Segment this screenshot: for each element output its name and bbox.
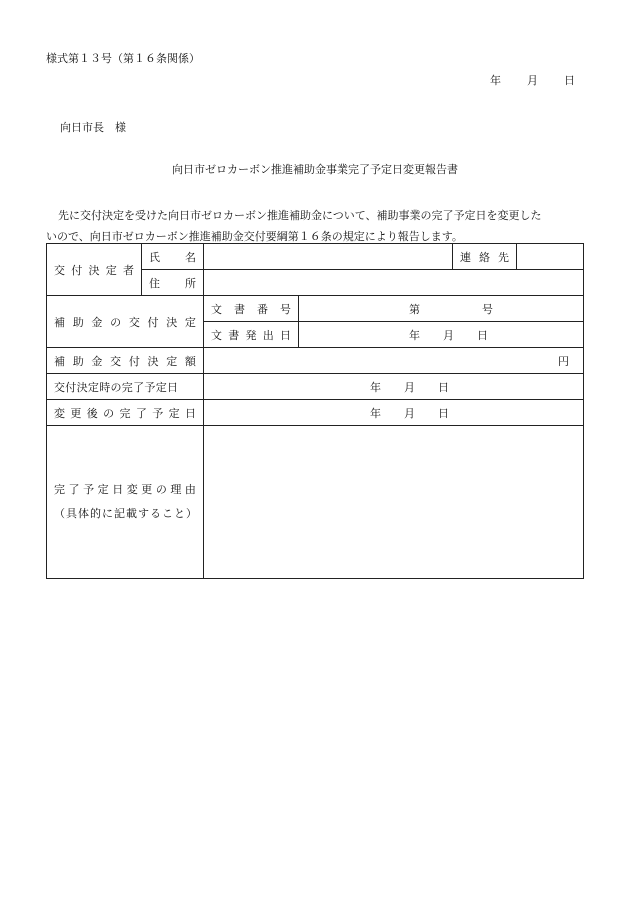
body-text — [46, 205, 586, 247]
recipient-label: 交 付 決 定 者 — [54, 263, 134, 277]
row-doc-number — [47, 296, 584, 322]
address-label-cell — [142, 270, 204, 296]
doc-number-prefix: 第 — [409, 302, 420, 316]
decision-label: 補 助 金 の 交 付 決 定 — [54, 315, 196, 329]
row-new-completion — [47, 400, 584, 426]
row-recipient-name — [47, 244, 584, 270]
row-original-completion — [47, 374, 584, 400]
row-grant-amount — [47, 348, 584, 374]
addressee: 向日市長 様 — [60, 121, 126, 134]
original-year: 年 — [370, 380, 381, 394]
issue-month: 月 — [443, 328, 454, 342]
issue-date-field[interactable] — [299, 322, 584, 348]
new-completion-field[interactable] — [204, 400, 584, 426]
contact-group — [453, 244, 584, 270]
name-label: 氏 名 — [149, 250, 196, 264]
amount-field[interactable] — [204, 348, 584, 374]
doc-number-field[interactable] — [299, 296, 584, 322]
original-completion-label: 交付決定時の完了予定日 — [54, 380, 179, 394]
amount-label: 補 助 金 交 付 決 定 額 — [54, 354, 196, 368]
date-month-label: 月 — [527, 74, 538, 87]
original-day: 日 — [438, 380, 449, 394]
reason-label-cell — [47, 426, 204, 579]
original-completion-field[interactable] — [204, 374, 584, 400]
issue-day: 日 — [477, 328, 488, 342]
issue-date-label-cell — [204, 322, 299, 348]
new-month: 月 — [404, 406, 415, 420]
row-reason — [47, 426, 584, 579]
address-field[interactable] — [204, 270, 584, 296]
decision-label-cell — [47, 296, 204, 348]
report-form-table — [46, 243, 584, 579]
reason-field[interactable] — [204, 426, 584, 579]
name-label-cell — [142, 244, 204, 270]
body-line-2: いので、向日市ゼロカーボン推進補助金交付要綱第１６条の規定により報告します。 — [46, 230, 463, 243]
issue-year: 年 — [409, 328, 420, 342]
original-month: 月 — [404, 380, 415, 394]
new-completion-label-cell — [47, 400, 204, 426]
document-title: 向日市ゼロカーボン推進補助金事業完了予定日変更報告書 — [172, 163, 458, 176]
issue-date-label: 文 書 発 出 日 — [211, 328, 291, 342]
doc-number-label: 文 書 番 号 — [211, 302, 291, 316]
body-line-1: 先に交付決定を受けた向日市ゼロカーボン推進補助金について、補助事業の完了予定日を変更した — [58, 209, 542, 222]
reason-note: （具体的に記載すること） — [54, 507, 198, 520]
reason-label: 完 了 予 定 日 変 更 の 理 由 — [54, 483, 196, 496]
form-number: 様式第１３号（第１６条関係） — [46, 52, 200, 65]
name-field[interactable] — [204, 244, 453, 270]
amount-label-cell — [47, 348, 204, 374]
amount-unit: 円 — [558, 354, 570, 368]
contact-field[interactable] — [517, 244, 583, 269]
doc-number-label-cell — [204, 296, 299, 322]
original-completion-label-cell — [47, 374, 204, 400]
new-day: 日 — [438, 406, 449, 420]
recipient-label-cell — [47, 244, 142, 296]
doc-number-suffix: 号 — [482, 302, 493, 316]
contact-label: 連 絡 先 — [453, 244, 517, 269]
new-year: 年 — [370, 406, 381, 420]
date-year-label: 年 — [490, 74, 501, 87]
new-completion-label: 変 更 後 の 完 了 予 定 日 — [54, 406, 196, 420]
date-day-label: 日 — [564, 74, 575, 87]
address-label: 住 所 — [149, 276, 196, 290]
submission-date — [490, 72, 575, 88]
